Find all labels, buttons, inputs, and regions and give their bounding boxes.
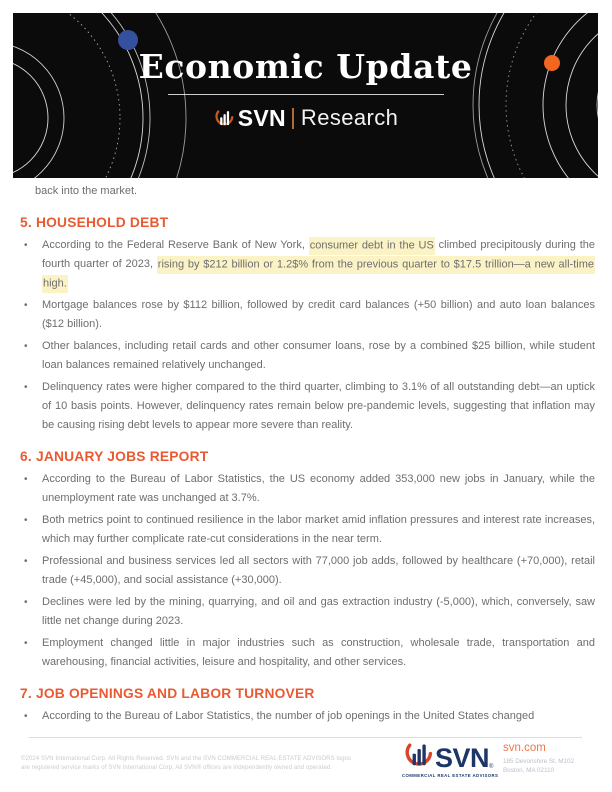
bullet-text: According to the Bureau of Labor Statistics, the US economy added 353,000 new jobs in January, while the unemployment rate was unchanged at 3.7%. [42, 473, 595, 504]
bullet-list [20, 470, 595, 672]
legal-line: are registered service marks of SVN International Corp. All SVN® offices are independently owned and operated. [21, 765, 333, 771]
bullet-text: According to the Bureau of Labor Statistics, the number of job openings in the United States changed [42, 710, 535, 722]
title-divider [168, 94, 444, 95]
section-heading: 7. JOB OPENINGS AND LABOR TURNOVER [20, 686, 315, 701]
svn-tagline: COMMERCIAL REAL ESTATE ADVISORS [402, 772, 499, 778]
registered-mark: ® [489, 764, 494, 770]
page-title: Economic Update [138, 47, 473, 86]
bullet-text: Declines were led by the mining, quarrying, and oil and gas extraction industry (-5,000), which, conversely, saw little net change during 2023. [42, 596, 595, 627]
research-logo-text: Research [300, 105, 399, 130]
header-banner [13, 13, 598, 178]
legal-text [21, 755, 366, 773]
svn-research-logo [213, 106, 399, 130]
bullet-item [20, 511, 595, 549]
continuation-text: back into the market. [35, 185, 138, 197]
logo-separator [292, 108, 294, 129]
section-heading: 5. HOUSEHOLD DEBT [20, 215, 169, 230]
bullet-item [20, 593, 595, 631]
bullet-text: Professional and business services led all sectors with 77,000 job adds, followed by healthcare (+70,000), retail trade (+45,000), and social assistance (+30,000). [42, 555, 595, 586]
bullet-item [20, 236, 595, 293]
section-heading: 6. JANUARY JOBS REPORT [20, 449, 209, 464]
bullet-text: Employment changed little in major industries such as construction, wholesale trade, transportation and warehousing, financial activities, leisure and hospitality, and other services. [42, 637, 595, 668]
bullet-item [20, 552, 595, 590]
svn-chart-icon [402, 740, 433, 771]
bullet-text: Delinquency rates were higher compared to the third quarter, climbing to 3.1% of all outstanding debt—an uptick of 10 basis points. However, delinquency rates remain below pre-pandemic levels, suggesting that inflation may be causing rising debt levels to appear more severe than reality. [42, 381, 595, 431]
bullet-item [20, 707, 595, 726]
bullet-item [20, 296, 595, 334]
document-body [20, 182, 595, 729]
bullet-item [20, 337, 595, 375]
bullet-item [20, 634, 595, 672]
legal-line: ©2024 SVN International Corp. All Rights Reserved. SVN and the SVN COMMERCIAL REAL ESTATE ADVISORS logos [21, 756, 352, 762]
address-line: Boston, MA 02110 [503, 767, 554, 774]
bullet-list [20, 707, 595, 726]
svn-website-link[interactable]: svn.com [503, 742, 546, 754]
sections-container [20, 215, 595, 726]
svn-logo-text: SVN [237, 105, 286, 131]
bullet-item [20, 378, 595, 435]
highlighted-text: consumer debt in the US [309, 237, 435, 255]
highlighted-text: rising by $212 billion or 1.2$% from the previous quarter to $17.5 trillion—a new all-time high. [42, 256, 595, 293]
bullet-text: Mortgage balances rose by $112 billion, followed by credit card balances (+50 billion) and auto loan balances ($12 billion). [42, 299, 595, 330]
svn-footer-wordmark: SVN [435, 743, 490, 773]
footer-contact [503, 742, 574, 775]
bullet-item [20, 470, 595, 508]
bullet-text: Both metrics point to continued resilience in the labor market amid inflation pressures and interest rate increases, which may further complicate rate-cut considerations in the near term. [42, 514, 595, 545]
svn-footer-logo [402, 740, 499, 778]
address-line: 185 Devonshire St, M102 [503, 758, 575, 765]
bullet-text: Other balances, including retail cards and other consumer loans, rose by a combined $25 billion, while student loan balances remained relatively unchanged. [42, 340, 595, 371]
footer-divider [29, 737, 582, 738]
bullet-text: According to the Federal Reserve Bank of New York, [42, 239, 309, 251]
bullet-text: climbed precipitously during the fourth quarter of 2023, [42, 239, 595, 270]
bullet-list [20, 236, 595, 435]
footer-address [503, 757, 574, 775]
svn-chart-icon [213, 108, 234, 129]
